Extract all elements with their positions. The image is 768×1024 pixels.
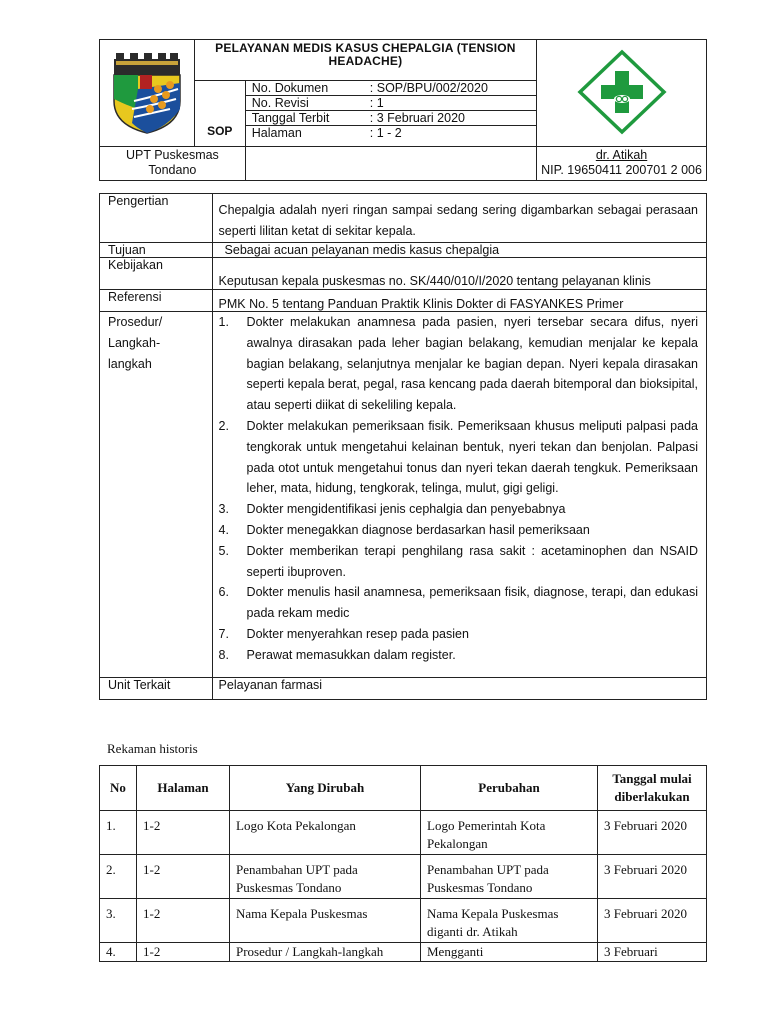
row-tanggal: 3 Februari 2020 [598,811,707,855]
meta-row-no-revisi [246,96,536,111]
step-text: Dokter mengidentifikasi jenis cephalgia dan penyebabnya [246,502,566,517]
procedure-step [213,312,706,416]
meta-key: Tanggal Terbit [251,111,330,125]
meta-cell [245,81,536,147]
header-halaman: Halaman [137,766,230,811]
meta-key: Halaman [251,126,302,140]
organization-location: Tondano [148,163,197,177]
meta-row-tanggal-terbit [246,111,536,126]
referensi-label: Referensi [108,290,162,304]
tujuan-text: Sebagai acuan pelayanan medis kasus chepalgia [224,243,500,257]
row-no: 1. [100,811,137,855]
meta-value: : 1 [369,96,384,110]
procedure-step [213,541,706,583]
procedure-step [213,499,706,520]
header-perubahan: Perubahan [421,766,598,811]
header-no: No [100,766,137,811]
prosedur-label-cell [100,312,213,678]
step-number: 7. [218,626,229,641]
row-perubahan: Mengganti [421,943,598,962]
history-header-row [100,766,707,811]
step-number: 6. [218,585,229,600]
row-tanggal: 3 Februari 2020 [598,855,707,899]
row-tanggal: 3 Februari 2020 [598,899,707,943]
prosedur-label-line-3: langkah [108,356,152,371]
step-number: 8. [218,647,229,662]
kebijakan-text: Keputusan kepala puskesmas no. SK/440/010/I/2020 tentang pelayanan klinis [218,274,651,288]
title-line-1: PELAYANAN MEDIS KASUS CHEPALGIA (TENSION [215,41,516,55]
row-dirubah: Prosedur / Langkah-langkah [230,943,421,962]
history-table [99,765,707,962]
sop-body-table [99,193,707,700]
procedure-step [213,416,706,499]
unit-text-cell [212,678,706,700]
prosedur-steps-cell [212,312,706,678]
row-tanggal: 3 Februari [598,943,707,962]
tujuan-label-cell [100,243,213,258]
procedure-step [213,645,706,666]
row-perubahan: Penambahan UPT pada Puskesmas Tondano [421,855,598,899]
meta-row-halaman [246,126,536,140]
procedure-step [213,582,706,624]
step-number: 5. [218,543,229,558]
meta-value: : 1 - 2 [369,126,402,140]
unit-terkait-label: Unit Terkait [108,678,171,692]
procedure-steps-list [213,312,706,666]
row-no: 2. [100,855,137,899]
prosedur-label-line-1: Prosedur/ [108,315,163,329]
pengertian-label: Pengertian [108,194,169,208]
header-tanggal-line-2: diberlakukan [614,789,690,804]
step-number: 4. [218,522,229,537]
step-number: 1. [218,315,229,329]
step-number: 3. [218,502,229,517]
city-logo-cell [100,40,195,147]
row-dirubah: Penambahan UPT pada Puskesmas Tondano [230,855,421,899]
procedure-step [213,520,706,541]
step-number: 2. [218,418,229,433]
table-row [100,855,707,899]
sop-header-table [99,39,707,181]
row-perubahan: Logo Pemerintah Kota Pekalongan [421,811,598,855]
title-line-2: HEADACHE) [328,54,403,68]
signer-nip: NIP. 19650411 200701 2 006 [541,163,702,177]
city-emblem-logo [108,49,186,135]
sop-label: SOP [207,124,233,138]
row-no: 3. [100,899,137,943]
row-halaman: 1-2 [137,855,230,899]
step-text: Dokter menegakkan diagnose berdasarkan hasil pemeriksaan [246,522,590,537]
sop-cell [194,81,245,147]
signer-cell [537,147,707,181]
meta-value: : SOP/BPU/002/2020 [369,81,488,95]
table-row [100,899,707,943]
row-dirubah: Logo Kota Pekalongan [230,811,421,855]
header-tanggal-line-1: Tanggal mulai [612,771,692,786]
kebijakan-label: Kebijakan [108,258,163,272]
referensi-text-cell [212,290,706,312]
table-row [100,943,707,962]
puskesmas-logo [577,49,667,135]
meta-key: No. Dokumen [251,81,329,95]
history-title: Rekaman historis [107,741,198,756]
organization-cell [100,147,246,181]
pengertian-text: Chepalgia adalah nyeri ringan sampai sedang sering digambarkan sebagai perasaan seperti lilitan ketat di sekitar kepala. [218,203,698,238]
meta-key: No. Revisi [251,96,309,110]
referensi-label-cell [100,290,213,312]
procedure-step [213,624,706,645]
row-halaman: 1-2 [137,943,230,962]
tujuan-label: Tujuan [108,243,146,257]
pengertian-text-cell [212,194,706,243]
step-text: Dokter melakukan pemeriksaan fisik. Pemeriksaan khusus meliputi palpasi pada tengkorak untuk mengetahui kelainan bentuk, nyeri tekan dan benjolan. Palpasi pada otot untuk mengetahui tonus dan nyeri tekan daerah tengkuk. Pemeriksaan leher, mata, hidung, tengkorak, telinga, mulut, gigi geligi. [246,418,698,496]
step-text: Perawat memasukkan dalam register. [246,647,456,662]
empty-cell [245,147,536,181]
meta-value: : 3 Februari 2020 [369,111,465,125]
meta-list [246,81,536,140]
row-halaman: 1-2 [137,811,230,855]
prosedur-label-line-2: Langkah- [108,335,161,350]
step-text: Dokter memberikan terapi penghilang rasa sakit : acetaminophen dan NSAID seperti ibuproven. [246,543,698,579]
meta-row-no-dokumen [246,81,536,96]
row-halaman: 1-2 [137,899,230,943]
header-yang-dirubah: Yang Dirubah [230,766,421,811]
unit-label-cell [100,678,213,700]
unit-terkait-text: Pelayanan farmasi [218,678,323,692]
signer-name: dr. Atikah [595,148,648,162]
header-tanggal [598,766,707,811]
pengertian-label-cell [100,194,213,243]
organization-name: UPT Puskesmas [125,148,219,162]
kebijakan-label-cell [100,258,213,290]
document-title [195,40,536,68]
puskesmas-logo-cell [537,40,707,147]
table-row [100,811,707,855]
step-text: Dokter menulis hasil anamnesa, pemeriksaan fisik, diagnose, terapi, dan edukasi pada rekam medic [246,585,698,621]
row-no: 4. [100,943,137,962]
referensi-text: PMK No. 5 tentang Panduan Praktik Klinis Dokter di FASYANKES Primer [218,297,624,311]
title-cell [194,40,536,81]
step-text: Dokter melakukan anamnesa pada pasien, nyeri tersebar secara difus, nyeri awalnya dirasakan pada leher bagian belakang, kemudian menjalar ke kepala bagian belakang, selanjutnya menjalar ke bagian depan. Nyeri kepala dirasakan seperti kepala berat, pegal, rasa kencang pada daerah bitemporal dan bioksipital, atau seperti diikat di sekeliling kepala. [246,315,698,413]
tujuan-text-cell [212,243,706,258]
step-text: Dokter menyerahkan resep pada pasien [246,626,469,641]
row-dirubah: Nama Kepala Puskesmas [230,899,421,943]
row-perubahan: Nama Kepala Puskesmas diganti dr. Atikah [421,899,598,943]
kebijakan-text-cell [212,258,706,290]
